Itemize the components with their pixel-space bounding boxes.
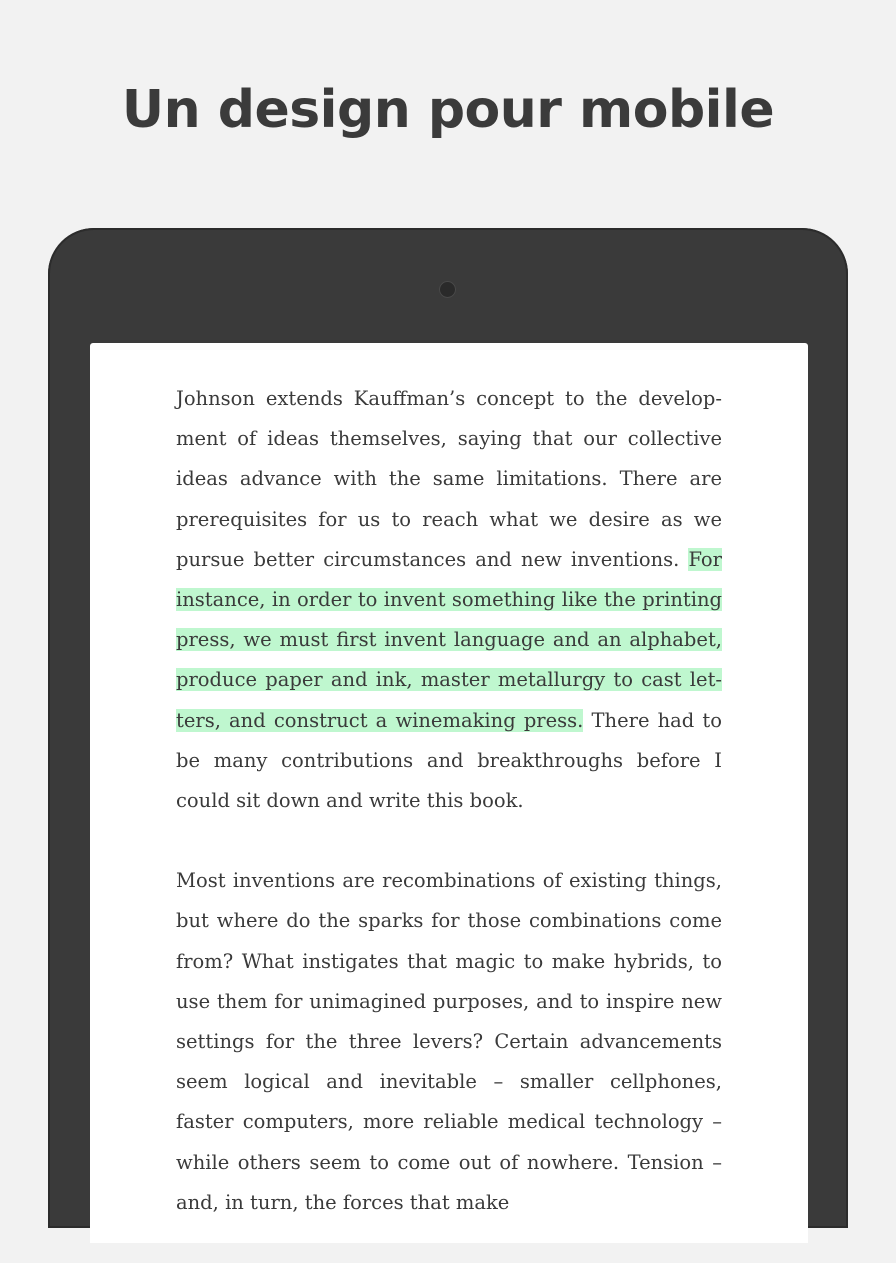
paragraph-1-text-after: There had to be many contributions and breakthroughs before I could sit down and write this book. bbox=[176, 708, 722, 813]
paragraph-1-text-before: Johnson extends Kauffman’s concept to the development of ideas themselves, saying that our collective ideas advance with the same limitations. There are prerequisites for us to reach what we desire as we pursue better circumstances and new inventions. bbox=[176, 387, 722, 571]
tablet-device-frame bbox=[48, 228, 848, 1228]
front-camera-icon bbox=[439, 281, 456, 298]
tablet-screen[interactable] bbox=[90, 343, 808, 1243]
highlighted-passage[interactable]: For instance, in order to invent something like the printing press, we must first invent language and an alphabet, produce paper and ink, master metallurgy to cast letters, and construct a winemaking press. bbox=[176, 547, 722, 732]
ebook-reader-text[interactable] bbox=[176, 379, 722, 1263]
page-headline: Un design pour mobile bbox=[121, 80, 775, 140]
book-paragraph-1 bbox=[176, 379, 722, 821]
book-paragraph-2: Most inventions are recombinations of existing things, but where do the sparks for those combinations come from? What instigates that magic to make hybrids, to use them for unimagined purposes, and to inspire new settings for the three levers? Certain advancements seem logical and inevitable – smaller cellphones, faster computers, more reliable medical technology – while others seem to come out of nowhere. Tension – and, in turn, the forces that make bbox=[176, 869, 722, 1214]
